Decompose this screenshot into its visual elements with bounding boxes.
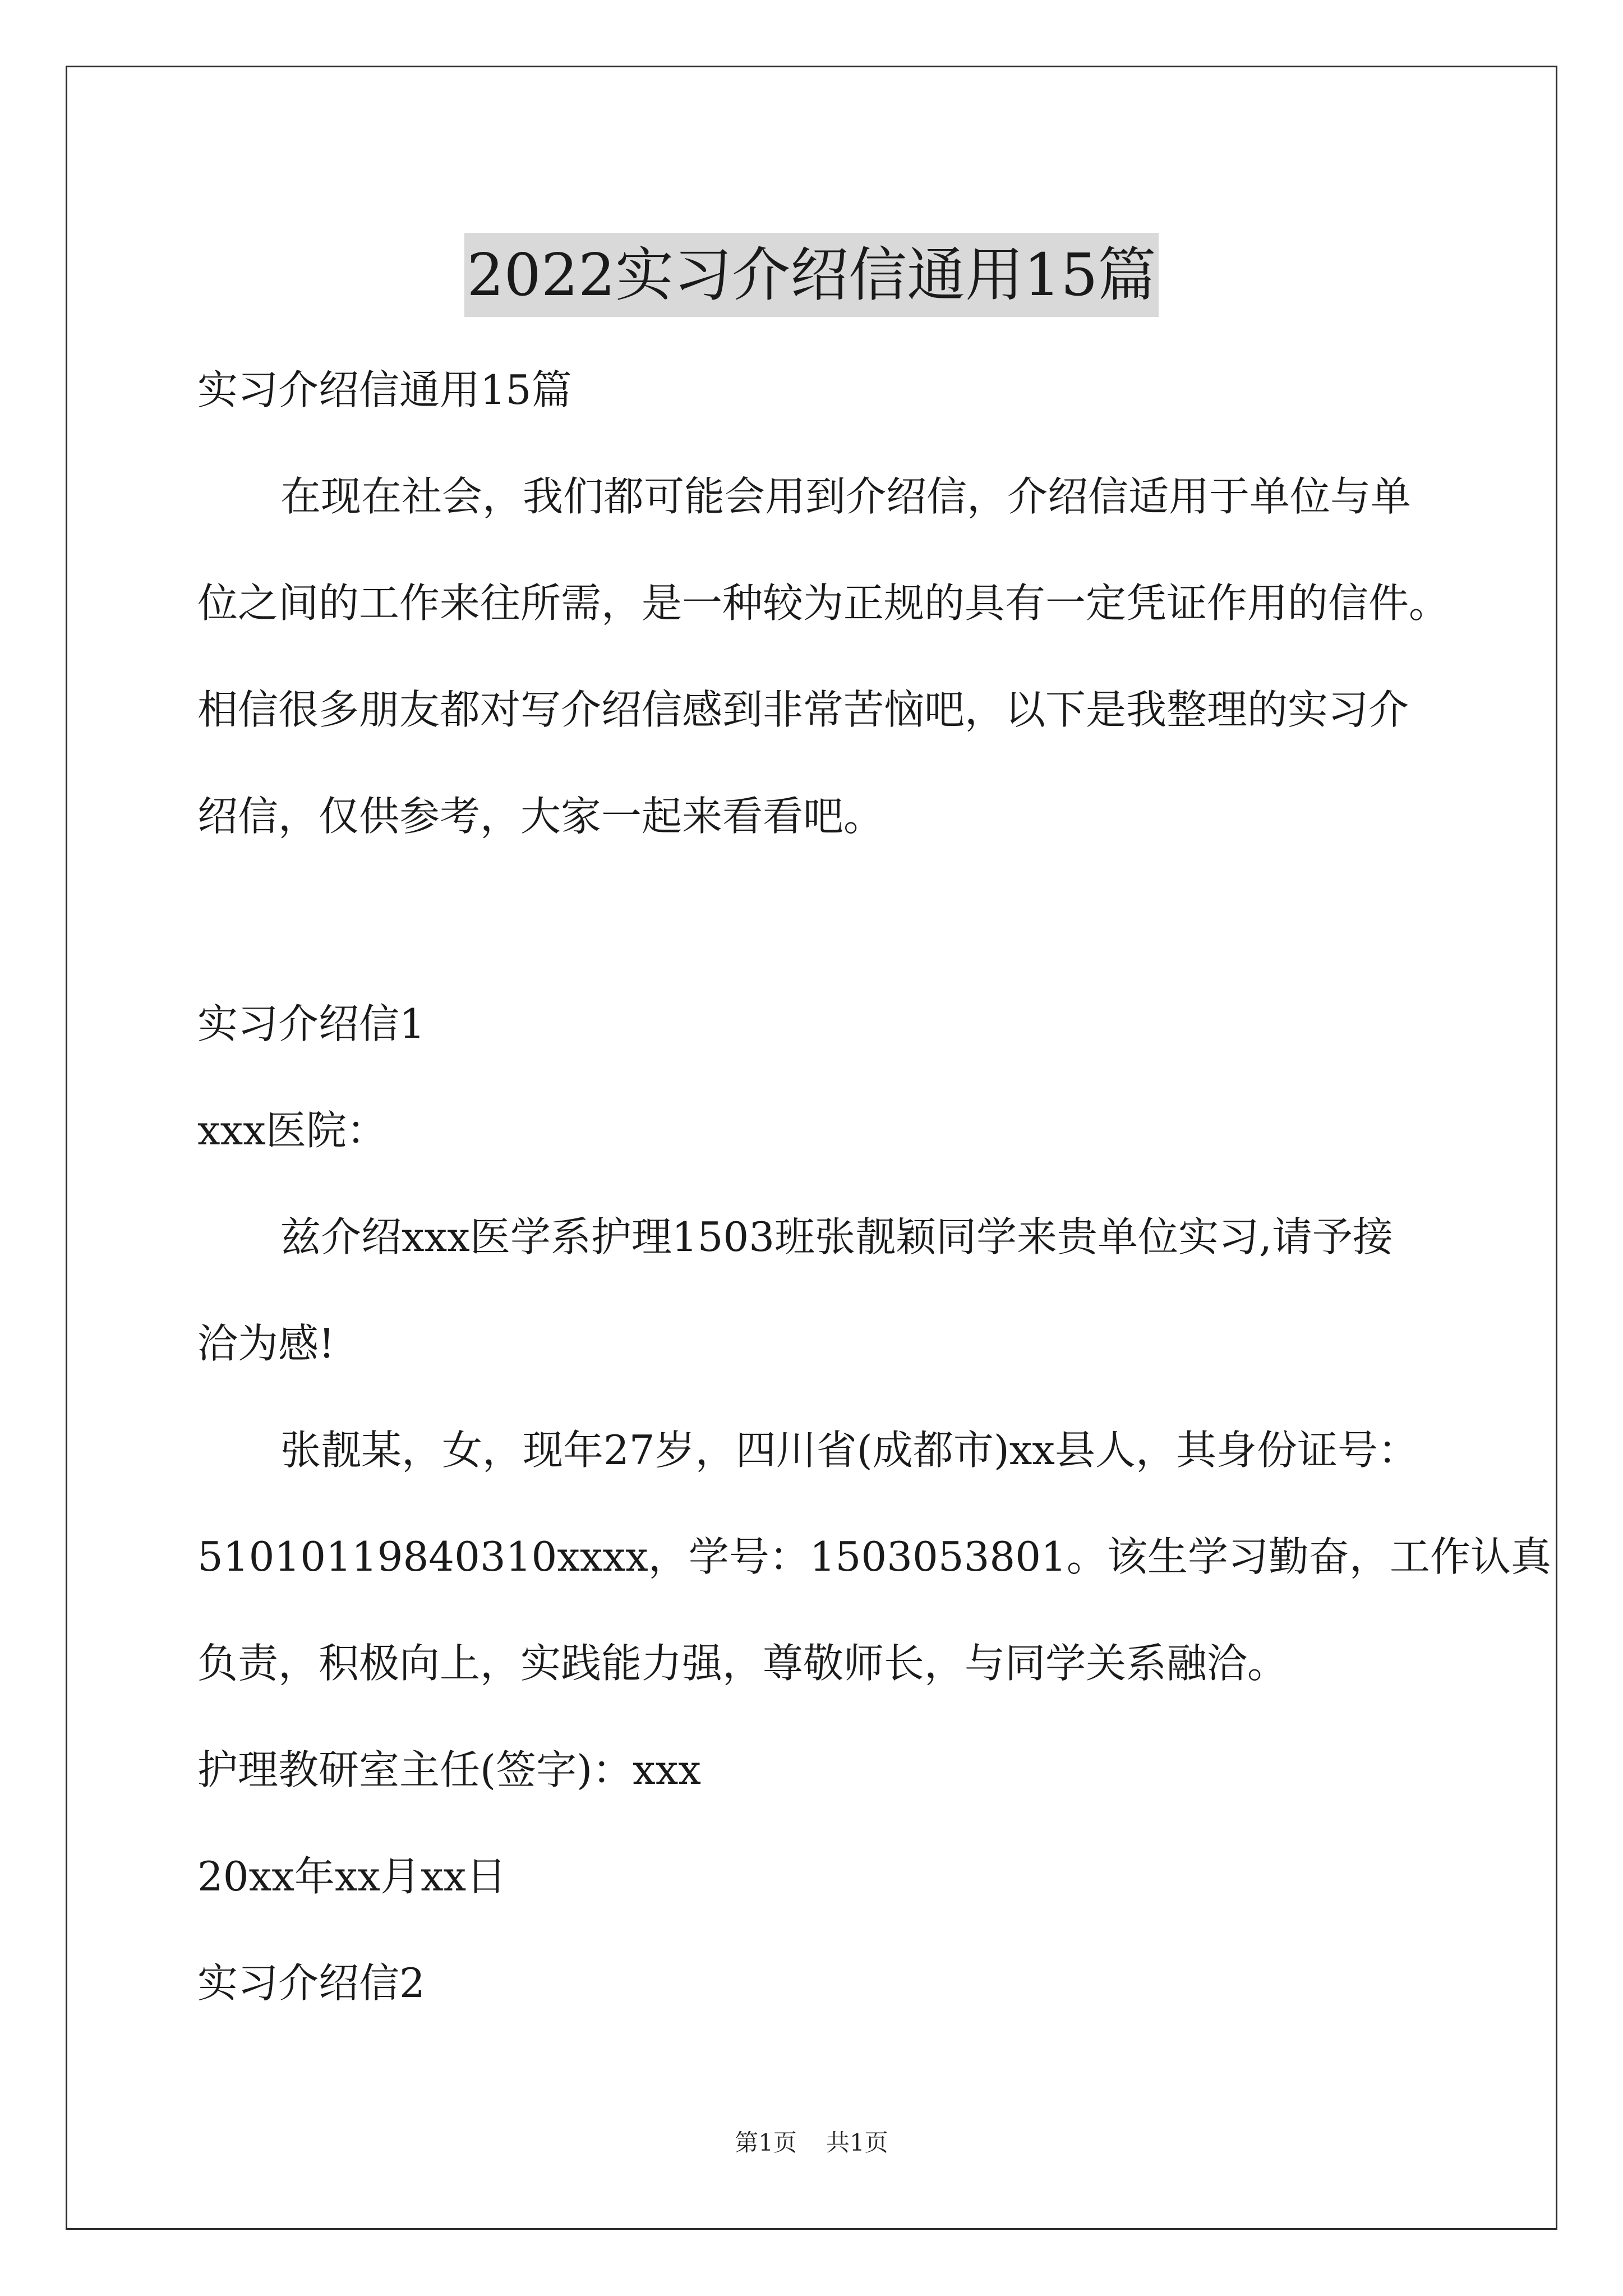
letter1-para2-line-1: 张靓某，女，现年27岁，四川省(成都市)xx县人，其身份证号： [280, 1427, 1419, 1474]
page-number-total: 共1页 [826, 2129, 888, 2156]
intro-line-1: 在现在社会，我们都可能会用到介绍信，介绍信适用于单位与单 [280, 473, 1412, 520]
letter1-recipient: xxx医院： [197, 1107, 387, 1154]
letter1-para1-line-2: 洽为感! [197, 1320, 335, 1367]
page-footer [0, 2126, 1623, 2160]
letter1-signature: 护理教研室主任(签字)：xxx [197, 1746, 701, 1793]
document-body [197, 337, 1551, 2036]
document-title: 2022实习介绍信通用15篇 [464, 233, 1158, 317]
letter1-para2-line-2: 51010119840310xxxx，学号：1503053801。该生学习勤奋，工作认真 [197, 1533, 1551, 1580]
title-container [0, 194, 1623, 356]
paragraph-gap [197, 869, 1431, 970]
intro-line-4: 绍信，仅供参考，大家一起来看看吧。 [197, 793, 884, 840]
letter1-heading: 实习介绍信1 [197, 1000, 425, 1047]
page-number-current: 第1页 [735, 2129, 797, 2156]
intro-line-2: 位之间的工作来往所需，是一种较为正规的具有一定凭证作用的信件。 [197, 579, 1450, 627]
subtitle: 实习介绍信通用15篇 [197, 366, 572, 413]
intro-line-3: 相信很多朋友都对写介绍信感到非常苦恼吧，以下是我整理的实习介 [197, 686, 1409, 733]
letter1-para2-line-3: 负责，积极向上，实践能力强，尊敬师长，与同学关系融洽。 [197, 1640, 1288, 1687]
letter1-date: 20xx年xx月xx日 [197, 1853, 507, 1900]
letter2-heading: 实习介绍信2 [197, 1959, 425, 2007]
letter1-para1-line-1: 兹介绍xxx医学系护理1503班张靓颖同学来贵单位实习,请予接 [280, 1213, 1393, 1260]
